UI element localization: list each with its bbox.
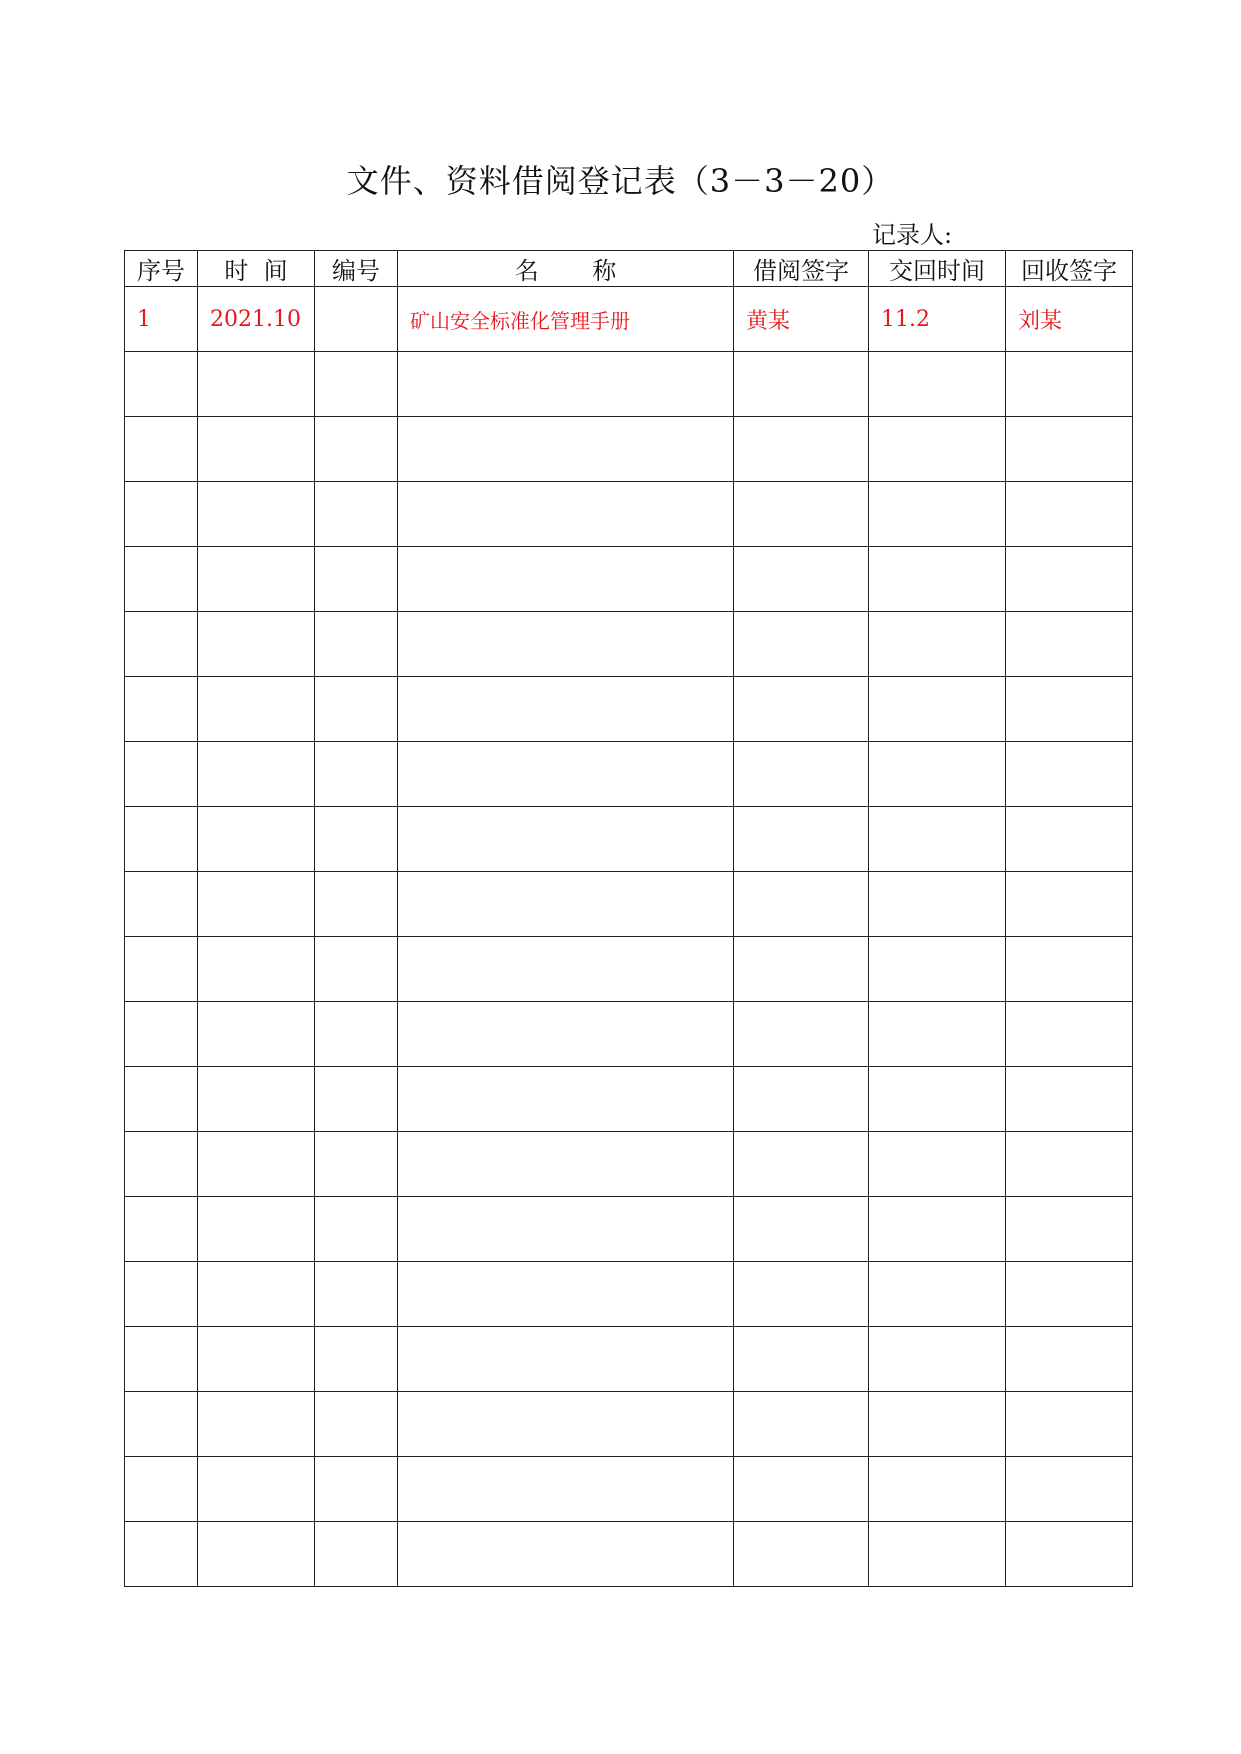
table-row (125, 872, 1133, 937)
table-row (125, 352, 1133, 417)
cell-time[interactable] (198, 482, 315, 547)
cell-name[interactable] (398, 1457, 734, 1522)
cell-number[interactable] (315, 547, 398, 612)
cell-return-time[interactable] (869, 1392, 1006, 1457)
cell-borrow-signature[interactable] (734, 1067, 869, 1132)
cell-time[interactable] (198, 807, 315, 872)
cell-borrow-signature[interactable] (734, 1262, 869, 1327)
cell-return-time[interactable] (869, 677, 1006, 742)
cell-index[interactable] (125, 1067, 198, 1132)
cell-borrow-signature[interactable] (734, 1197, 869, 1262)
cell-receive-signature[interactable] (1006, 547, 1133, 612)
cell-receive-signature[interactable] (1006, 1327, 1133, 1392)
cell-borrow-signature[interactable] (734, 547, 869, 612)
table-row (125, 1392, 1133, 1457)
cell-time[interactable] (198, 1457, 315, 1522)
cell-return-time[interactable] (869, 1327, 1006, 1392)
cell-return-time[interactable] (869, 1262, 1006, 1327)
cell-return-time[interactable] (869, 872, 1006, 937)
cell-number[interactable] (315, 1392, 398, 1457)
table-row (125, 1457, 1133, 1522)
cell-receive-signature[interactable] (1006, 1392, 1133, 1457)
cell-borrow-signature[interactable] (734, 807, 869, 872)
cell-borrow-signature[interactable] (734, 872, 869, 937)
cell-name[interactable] (398, 417, 734, 482)
cell-time[interactable] (198, 547, 315, 612)
cell-time[interactable] (198, 1392, 315, 1457)
cell-time[interactable] (198, 1262, 315, 1327)
cell-name[interactable] (398, 352, 734, 417)
cell-number[interactable] (315, 1262, 398, 1327)
cell-receive-signature[interactable] (1006, 1522, 1133, 1587)
cell-number[interactable] (315, 937, 398, 1002)
cell-receive-signature[interactable] (1006, 1067, 1133, 1132)
cell-borrow-signature[interactable] (734, 1392, 869, 1457)
cell-number[interactable] (315, 677, 398, 742)
cell-return-time[interactable] (869, 1457, 1006, 1522)
cell-number[interactable] (315, 612, 398, 677)
cell-index[interactable] (125, 1392, 198, 1457)
cell-return-time[interactable] (869, 1132, 1006, 1197)
cell-borrow-signature[interactable] (734, 742, 869, 807)
cell-receive-signature[interactable] (1006, 937, 1133, 1002)
header-return-time: 交回时间 (869, 251, 1006, 287)
cell-receive-signature[interactable] (1006, 872, 1133, 937)
cell-borrow-signature[interactable] (734, 1522, 869, 1587)
cell-name[interactable] (398, 742, 734, 807)
cell-index[interactable] (125, 872, 198, 937)
cell-time[interactable] (198, 1132, 315, 1197)
table-row (125, 807, 1133, 872)
cell-index[interactable] (125, 1197, 198, 1262)
cell-number[interactable] (315, 1197, 398, 1262)
cell-name[interactable] (398, 1067, 734, 1132)
table-row (125, 677, 1133, 742)
cell-borrow-signature[interactable] (734, 417, 869, 482)
cell-index[interactable] (125, 612, 198, 677)
page-title: 文件、资料借阅登记表（3－3－20） (346, 162, 895, 200)
header-name: 名 称 (398, 251, 734, 287)
cell-return-time[interactable] (869, 547, 1006, 612)
cell-name[interactable] (398, 1392, 734, 1457)
cell-name[interactable] (398, 872, 734, 937)
table-row (125, 1327, 1133, 1392)
recorder-label: 记录人: (872, 221, 953, 249)
cell-return-time[interactable] (869, 1067, 1006, 1132)
cell-return-time[interactable] (869, 1522, 1006, 1587)
table-row (125, 1197, 1133, 1262)
cell-receive-signature[interactable] (1006, 677, 1133, 742)
table-row (125, 1067, 1133, 1132)
cell-index[interactable] (125, 1132, 198, 1197)
cell-time[interactable] (198, 742, 315, 807)
cell-borrow-signature[interactable] (734, 352, 869, 417)
cell-receive-signature[interactable] (1006, 1262, 1133, 1327)
cell-name[interactable] (398, 1522, 734, 1587)
cell-time[interactable]: 2021.10 (198, 287, 315, 352)
cell-index[interactable] (125, 482, 198, 547)
header-receive-signature: 回收签字 (1006, 251, 1133, 287)
cell-return-time[interactable] (869, 417, 1006, 482)
cell-return-time[interactable] (869, 1002, 1006, 1067)
cell-number[interactable] (315, 742, 398, 807)
cell-name[interactable] (398, 1327, 734, 1392)
cell-time[interactable] (198, 872, 315, 937)
cell-index[interactable] (125, 1457, 198, 1522)
cell-name[interactable] (398, 1197, 734, 1262)
cell-index[interactable] (125, 677, 198, 742)
cell-receive-signature[interactable] (1006, 1132, 1133, 1197)
cell-index[interactable] (125, 1262, 198, 1327)
table-header-row (125, 251, 1133, 287)
cell-receive-signature[interactable] (1006, 612, 1133, 677)
cell-number[interactable] (315, 1132, 398, 1197)
cell-return-time[interactable] (869, 352, 1006, 417)
table-row (125, 547, 1133, 612)
cell-index[interactable] (125, 417, 198, 482)
cell-return-time[interactable] (869, 1197, 1006, 1262)
cell-name[interactable] (398, 937, 734, 1002)
cell-time[interactable] (198, 352, 315, 417)
cell-name[interactable]: 矿山安全标准化管理手册 (398, 287, 734, 352)
cell-time[interactable] (198, 677, 315, 742)
cell-index[interactable] (125, 1002, 198, 1067)
cell-number[interactable] (315, 1327, 398, 1392)
cell-number[interactable] (315, 872, 398, 937)
table-row (125, 287, 1133, 352)
cell-receive-signature[interactable] (1006, 417, 1133, 482)
cell-index[interactable] (125, 1327, 198, 1392)
borrowing-log-table (124, 250, 1133, 1587)
cell-borrow-signature[interactable] (734, 1327, 869, 1392)
table-row (125, 1522, 1133, 1587)
cell-borrow-signature[interactable] (734, 937, 869, 1002)
header-number: 编号 (315, 251, 398, 287)
cell-name[interactable] (398, 547, 734, 612)
header-index: 序号 (125, 251, 198, 287)
table-row (125, 417, 1133, 482)
cell-borrow-signature[interactable] (734, 677, 869, 742)
cell-receive-signature[interactable]: 刘某 (1006, 287, 1133, 352)
cell-index[interactable] (125, 547, 198, 612)
cell-number[interactable] (315, 482, 398, 547)
cell-number[interactable] (315, 1457, 398, 1522)
cell-borrow-signature[interactable] (734, 482, 869, 547)
cell-name[interactable] (398, 612, 734, 677)
cell-return-time[interactable]: 11.2 (869, 287, 1006, 352)
cell-return-time[interactable] (869, 937, 1006, 1002)
table-row (125, 482, 1133, 547)
table-row (125, 1262, 1133, 1327)
table-row (125, 937, 1133, 1002)
table-body (125, 287, 1133, 1587)
cell-time[interactable] (198, 937, 315, 1002)
cell-receive-signature[interactable] (1006, 807, 1133, 872)
cell-number[interactable] (315, 1067, 398, 1132)
cell-return-time[interactable] (869, 612, 1006, 677)
cell-borrow-signature[interactable] (734, 1457, 869, 1522)
cell-time[interactable] (198, 1327, 315, 1392)
cell-receive-signature[interactable] (1006, 1002, 1133, 1067)
table-row (125, 1132, 1133, 1197)
cell-index[interactable] (125, 742, 198, 807)
cell-number[interactable] (315, 1522, 398, 1587)
cell-time[interactable] (198, 1002, 315, 1067)
cell-borrow-signature[interactable] (734, 1132, 869, 1197)
cell-name[interactable] (398, 1132, 734, 1197)
cell-time[interactable] (198, 1522, 315, 1587)
cell-index[interactable] (125, 352, 198, 417)
cell-time[interactable] (198, 417, 315, 482)
cell-name[interactable] (398, 1262, 734, 1327)
cell-receive-signature[interactable] (1006, 1197, 1133, 1262)
cell-name[interactable] (398, 482, 734, 547)
table-row (125, 612, 1133, 677)
cell-number[interactable] (315, 1002, 398, 1067)
cell-name[interactable] (398, 807, 734, 872)
cell-index[interactable] (125, 937, 198, 1002)
header-borrow-signature: 借阅签字 (734, 251, 869, 287)
cell-receive-signature[interactable] (1006, 742, 1133, 807)
cell-number[interactable] (315, 807, 398, 872)
cell-time[interactable] (198, 1067, 315, 1132)
cell-index[interactable]: 1 (125, 287, 198, 352)
cell-time[interactable] (198, 1197, 315, 1262)
cell-borrow-signature[interactable] (734, 1002, 869, 1067)
cell-index[interactable] (125, 807, 198, 872)
cell-name[interactable] (398, 1002, 734, 1067)
cell-return-time[interactable] (869, 807, 1006, 872)
cell-name[interactable] (398, 677, 734, 742)
cell-number[interactable] (315, 287, 398, 352)
cell-return-time[interactable] (869, 482, 1006, 547)
header-time: 时 间 (198, 251, 315, 287)
cell-number[interactable] (315, 352, 398, 417)
cell-number[interactable] (315, 417, 398, 482)
table-row (125, 742, 1133, 807)
cell-receive-signature[interactable] (1006, 482, 1133, 547)
table-row (125, 1002, 1133, 1067)
cell-borrow-signature[interactable]: 黄某 (734, 287, 869, 352)
cell-receive-signature[interactable] (1006, 1457, 1133, 1522)
cell-return-time[interactable] (869, 742, 1006, 807)
cell-time[interactable] (198, 612, 315, 677)
cell-borrow-signature[interactable] (734, 612, 869, 677)
cell-receive-signature[interactable] (1006, 352, 1133, 417)
cell-index[interactable] (125, 1522, 198, 1587)
